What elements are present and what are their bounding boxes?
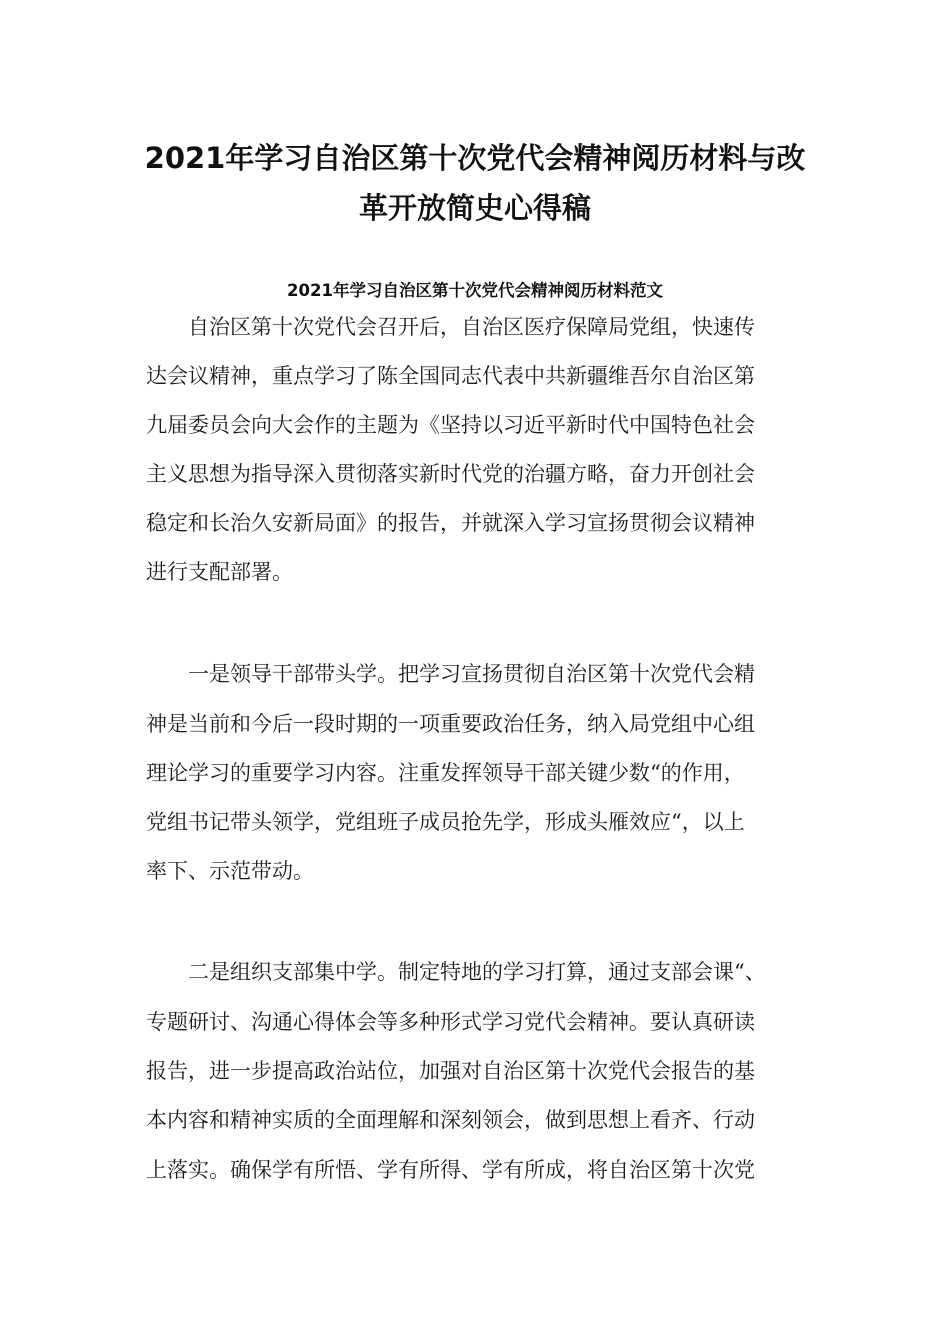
paragraph-line: 率下、示范带动。: [146, 859, 314, 883]
paragraph-line: 一是领导干部带头学。把学习宣扬贯彻自治区第十次党代会精: [188, 662, 755, 686]
document-title-line-2: 革开放简史心得稿: [358, 191, 591, 225]
paragraph-line: 稳定和长治久安新局面》的报告，并就深入学习宣扬贯彻会议精神: [146, 511, 755, 535]
paragraph-line: 达会议精神，重点学习了陈全国同志代表中共新疆维吾尔自治区第: [146, 364, 755, 388]
paragraph-line: 理论学习的重要学习内容。注重发挥领导干部关键少数“的作用，: [146, 761, 745, 785]
paragraph-line: 本内容和精神实质的全面理解和深刻领会，做到思想上看齐、行动: [146, 1108, 755, 1132]
paragraph-line: 自治区第十次党代会召开后，自治区医疗保障局党组，快速传: [188, 315, 755, 339]
paragraph-line: 报告，进一步提高政治站位，加强对自治区第十次党代会报告的基: [146, 1059, 755, 1083]
paragraph-line: 神是当前和今后一段时期的一项重要政治任务，纳入局党组中心组: [146, 712, 755, 736]
paragraph-line: 二是组织支部集中学。制定特地的学习打算，通过支部会课“、: [188, 960, 766, 984]
paragraph-line: 主义思想为指导深入贯彻落实新时代党的治疆方略，奋力开创社会: [146, 462, 755, 486]
paragraph-line: 党组书记带头领学，党组班子成员抢先学，形成头雁效应“，以上: [146, 810, 745, 834]
paragraph-line: 专题研讨、沟通心得体会等多种形式学习党代会精神。要认真研读: [146, 1010, 755, 1034]
paragraph-line: 九届委员会向大会作的主题为《坚持以习近平新时代中国特色社会: [146, 413, 755, 437]
paragraph-line: 上落实。确保学有所悟、学有所得、学有所成，将自治区第十次党: [146, 1158, 755, 1182]
section-subtitle: 2021年学习自治区第十次党代会精神阅历材料范文: [287, 281, 663, 300]
paragraph-line: 进行支配部署。: [146, 560, 293, 584]
document-title-line-1: 2021年学习自治区第十次党代会精神阅历材料与改: [144, 141, 806, 175]
